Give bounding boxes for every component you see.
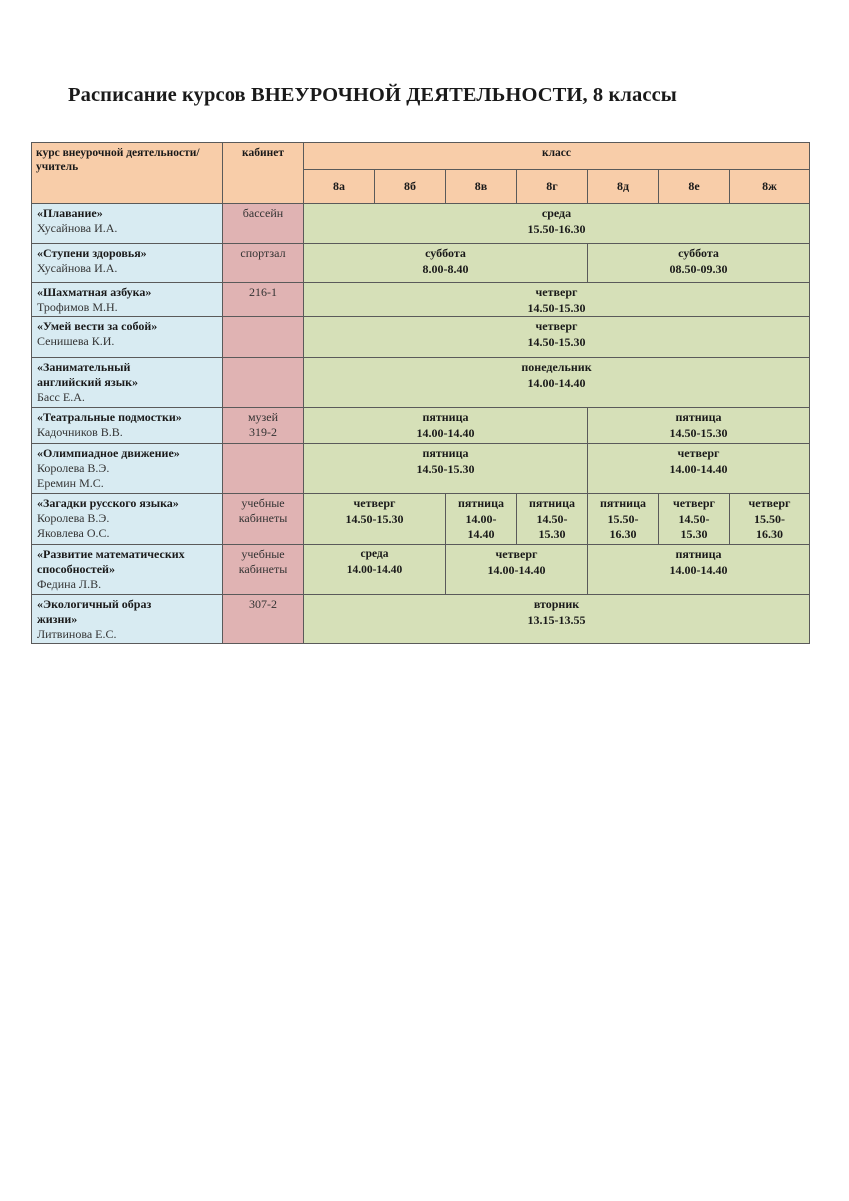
room-cell: бассейн <box>223 204 304 244</box>
schedule-slot <box>517 494 588 545</box>
room-cell: 216-1 <box>223 283 304 317</box>
schedule-slot <box>304 283 810 317</box>
room-line: музей <box>247 410 279 424</box>
slot-line: 14.40 <box>467 527 495 541</box>
teacher-name: Литвинова Е.С. <box>37 627 117 641</box>
slot-time: 14.00-14.40 <box>346 563 403 576</box>
slot-line: 14.50-15.30 <box>345 511 404 526</box>
header-class-8zh: 8ж <box>730 170 810 204</box>
slot-line: 14.00- <box>465 511 497 526</box>
slot-time: 15.50-16.30 <box>527 221 586 236</box>
slot-time: 14.50-15.30 <box>527 334 586 349</box>
course-cell <box>32 283 223 317</box>
room-line: учебные <box>241 547 285 561</box>
course-name: «Умей вести за собой» <box>37 319 158 333</box>
course-name-line: жизни» <box>37 612 78 626</box>
schedule-slot <box>446 545 588 595</box>
slot-time: 08.50-09.30 <box>669 261 728 276</box>
slot-time: 14.50-15.30 <box>416 461 475 476</box>
slot-day: четверг <box>535 285 578 299</box>
slot-line: четверг <box>748 496 791 510</box>
schedule-slot <box>659 494 730 545</box>
course-name: «Ступени здоровья» <box>37 246 147 260</box>
slot-line: пятница <box>528 496 576 510</box>
table-row <box>32 595 810 644</box>
slot-line: четверг <box>353 496 396 510</box>
schedule-slot <box>588 545 810 595</box>
slot-day: пятница <box>422 446 469 460</box>
schedule-slot <box>304 444 588 494</box>
course-name-line: английский язык» <box>37 375 138 389</box>
schedule-slot <box>304 317 810 358</box>
slot-line: 15.50- <box>754 511 785 526</box>
table-row <box>32 244 810 283</box>
slot-day: четверг <box>535 319 578 333</box>
schedule-slot <box>588 244 810 283</box>
room-line: кабинеты <box>238 511 288 525</box>
table-row <box>32 545 810 595</box>
slot-day: среда <box>360 548 389 560</box>
teacher-name: Королева В.Э. <box>37 511 110 525</box>
slot-time: 14.00-14.40 <box>487 562 546 577</box>
course-cell <box>32 545 223 595</box>
course-cell <box>32 358 223 408</box>
course-cell <box>32 494 223 545</box>
slot-day: четверг <box>677 446 720 460</box>
slot-line: 14.50- <box>536 511 568 526</box>
course-name: «Олимпиадное движение» <box>37 446 180 460</box>
course-cell <box>32 204 223 244</box>
slot-line: 15.30 <box>538 527 566 541</box>
course-cell <box>32 244 223 283</box>
course-name-line: «Экологичный образ <box>37 597 152 611</box>
table-row <box>32 204 810 244</box>
slot-day: пятница <box>675 410 722 424</box>
slot-day: понедельник <box>521 360 592 374</box>
teacher-name: Королева В.Э. <box>37 461 110 475</box>
table-row <box>32 358 810 408</box>
schedule-slot <box>304 204 810 244</box>
schedule-slot <box>588 494 659 545</box>
room-cell <box>223 358 304 408</box>
slot-day: четверг <box>495 547 538 561</box>
room-line: 319-2 <box>249 425 277 439</box>
slot-day: вторник <box>533 597 580 611</box>
schedule-slot <box>304 358 810 408</box>
slot-line: 15.50- <box>607 511 639 526</box>
schedule-slot <box>304 408 588 444</box>
course-cell <box>32 408 223 444</box>
course-name-line: «Развитие математических <box>37 547 185 561</box>
slot-time: 14.50-15.30 <box>669 425 728 440</box>
schedule-slot <box>304 595 810 644</box>
teacher-name: Хусайнова И.А. <box>37 261 118 275</box>
course-name: «Плавание» <box>37 206 103 220</box>
schedule-slot <box>304 494 446 545</box>
teacher-name: Басс Е.А. <box>37 390 85 404</box>
slot-line: пятница <box>457 496 505 510</box>
header-class: класс <box>304 143 810 170</box>
schedule-slot <box>588 444 810 494</box>
course-name: «Загадки русского языка» <box>37 496 179 510</box>
course-cell <box>32 317 223 358</box>
slot-line: 16.30 <box>609 527 637 541</box>
room-cell <box>223 545 304 595</box>
table-row <box>32 283 810 317</box>
course-name-line: «Занимательный <box>37 360 131 374</box>
slot-line: пятница <box>599 496 647 510</box>
schedule-slot <box>730 494 810 545</box>
slot-day: суббота <box>425 246 466 260</box>
slot-line: четверг <box>673 496 715 510</box>
slot-time: 13.15-13.55 <box>527 612 586 627</box>
teacher-name: Сенишева К.И. <box>37 334 115 348</box>
slot-day: среда <box>541 206 572 220</box>
slot-line: 14.50- <box>678 511 710 526</box>
schedule-slot <box>304 545 446 595</box>
room-line: учебные <box>241 496 285 510</box>
course-name-line: способностей» <box>37 562 115 576</box>
page-title: Расписание курсов ВНЕУРОЧНОЙ ДЕЯТЕЛЬНОСТИ, 8 классы <box>68 84 677 106</box>
table-row <box>32 494 810 545</box>
schedule-slot <box>588 408 810 444</box>
schedule-slot <box>446 494 517 545</box>
header-class-8e: 8е <box>659 170 730 204</box>
course-name: «Театральные подмостки» <box>37 410 182 424</box>
room-cell <box>223 444 304 494</box>
room-cell: спортзал <box>223 244 304 283</box>
slot-line: 16.30 <box>756 527 783 541</box>
slot-line: 15.30 <box>680 527 708 541</box>
table-row <box>32 408 810 444</box>
teacher-name: Еремин М.С. <box>37 476 104 490</box>
room-line: кабинеты <box>238 562 288 576</box>
slot-time: 14.00-14.40 <box>527 375 586 390</box>
header-class-8b: 8б <box>375 170 446 204</box>
slot-time: 8.00-8.40 <box>422 261 469 276</box>
header-room: кабинет <box>223 143 304 204</box>
slot-day: суббота <box>678 246 719 260</box>
teacher-name: Федина Л.В. <box>37 577 102 591</box>
header-class-8v: 8в <box>446 170 517 204</box>
table-row <box>32 317 810 358</box>
room-cell <box>223 494 304 545</box>
teacher-name: Трофимов М.Н. <box>37 300 118 314</box>
table-row <box>32 444 810 494</box>
header-class-8d: 8д <box>588 170 659 204</box>
course-cell <box>32 595 223 644</box>
slot-time: 14.00-14.40 <box>416 425 475 440</box>
schedule-table <box>31 142 810 644</box>
header-class-8a: 8а <box>304 170 375 204</box>
slot-time: 14.00-14.40 <box>669 461 728 476</box>
teacher-name: Хусайнова И.А. <box>37 221 118 235</box>
header-course-teacher: курс внеурочной деятельности/ учитель <box>32 143 223 204</box>
teacher-name: Кадочников В.В. <box>37 425 123 439</box>
teacher-name: Яковлева О.С. <box>37 526 110 540</box>
course-name: «Шахматная азбука» <box>37 285 152 299</box>
course-cell <box>32 444 223 494</box>
slot-time: 14.50-15.30 <box>527 300 586 315</box>
room-cell: 307-2 <box>223 595 304 644</box>
slot-day: пятница <box>422 410 469 424</box>
header-class-8g: 8г <box>517 170 588 204</box>
slot-day: пятница <box>675 547 722 561</box>
schedule-slot <box>304 244 588 283</box>
room-cell <box>223 317 304 358</box>
room-cell <box>223 408 304 444</box>
slot-time: 14.00-14.40 <box>669 562 728 577</box>
